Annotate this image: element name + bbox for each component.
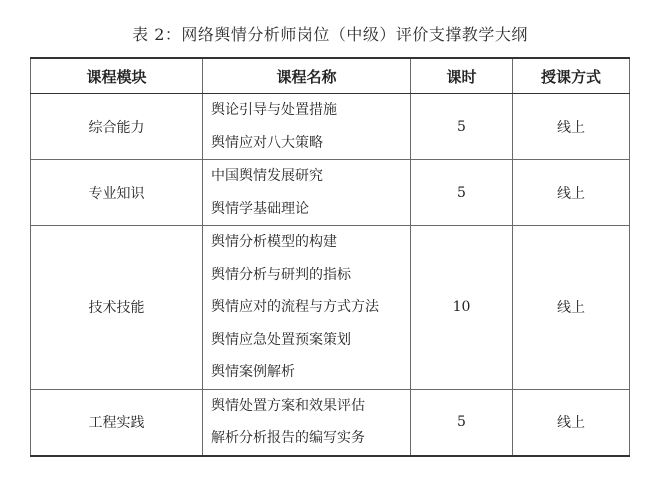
table-row-knowledge [31, 160, 630, 226]
hours-cell: 5 [411, 94, 513, 160]
courses-cell [203, 94, 411, 160]
course-item: 中国舆情发展研究 [211, 168, 323, 184]
table-row-comprehensive [31, 94, 630, 160]
courses-cell [203, 389, 411, 456]
course-item: 舆情分析与研判的指标 [211, 266, 351, 283]
syllabus-table [30, 57, 630, 457]
hours-cell: 5 [411, 160, 513, 226]
mode-cell: 线上 [513, 160, 630, 226]
table-caption: 表 2：网络舆情分析师岗位（中级）评价支撑教学大纲 [132, 25, 528, 44]
hours-cell: 5 [411, 389, 513, 456]
course-item: 舆情应对八大策略 [211, 134, 323, 151]
course-item: 舆情案例解析 [211, 364, 295, 380]
header-class-hours: 课时 [411, 58, 513, 94]
module-cell: 技术技能 [31, 226, 203, 390]
header-course-module: 课程模块 [31, 58, 203, 94]
header-course-name: 课程名称 [203, 58, 411, 94]
header-teaching-mode: 授课方式 [513, 58, 630, 94]
course-item: 舆情学基础理论 [211, 200, 309, 217]
course-item: 舆情分析模型的构建 [211, 234, 337, 250]
module-cell: 专业知识 [31, 160, 203, 226]
course-item: 舆论引导与处置措施 [211, 102, 337, 118]
course-item: 舆情应急处置预案策划 [211, 331, 351, 348]
module-cell: 综合能力 [31, 94, 203, 160]
course-item: 舆情处置方案和效果评估 [211, 397, 365, 414]
courses-cell [203, 226, 411, 390]
mode-cell: 线上 [513, 389, 630, 456]
table-header-row [31, 58, 630, 94]
course-item: 舆情应对的流程与方式方法 [211, 299, 379, 315]
table-row-skills [31, 226, 630, 390]
table-row-practice [31, 389, 630, 456]
hours-cell: 10 [411, 226, 513, 390]
mode-cell: 线上 [513, 226, 630, 390]
mode-cell: 线上 [513, 94, 630, 160]
course-item: 解析分析报告的编写实务 [211, 430, 365, 446]
courses-cell [203, 160, 411, 226]
module-cell: 工程实践 [31, 389, 203, 456]
